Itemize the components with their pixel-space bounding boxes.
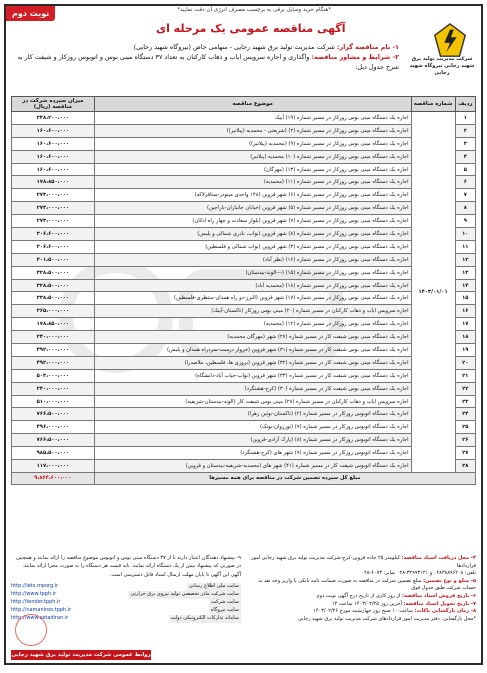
table-row — [12, 382, 476, 395]
deposit-amount: ۱۶۰،۶۰۰،۰۰۰ — [12, 163, 95, 176]
row-number: ۲۲ — [455, 382, 475, 395]
header-row-number: ردیف — [455, 97, 475, 112]
deposit-amount: ۵۱۰،۰۰۰،۰۰۰ — [12, 395, 95, 408]
tender-subject: اجاره یک دستگاه مینی بوس روزکار در مسیر شماره (۱۹) آبیک — [94, 112, 411, 125]
website-label: سایت شرکت مادر تخصصی تولید نیروی برق حرارتی — [130, 590, 239, 597]
tender-subject: اجاره یک دستگاه مینی بوس شیفت کار در مسیر شماره (۳۱) شهر قزوین (خروار درست-سردراه همدان و پلیس) — [94, 344, 411, 357]
condition-line — [250, 593, 476, 601]
condition-label: ۷- تاریخ تحویل اسناد مناقصه: — [403, 600, 476, 607]
website-label: سایت شرکت — [211, 598, 239, 605]
condition-text: *محل بازگشایی: دفتر مدیریت امور قراردادهای شرکت مدیریت تولید برق شهید رجایی — [297, 615, 476, 622]
website-link[interactable]: http://iets.mporg.ir — [11, 582, 59, 589]
condition-line — [250, 616, 476, 624]
tender-subject: اجاره یک دستگاه مینی بوس شیفت کار در مسیر شماره (۲۷) شهر (مهرگان محمدیه) — [94, 331, 411, 344]
row-number: ۷ — [455, 189, 475, 202]
tender-subject: اجاره یک دستگاه مینی بوس روزکار در مسیر شماره (۱۲) (محمدیه) — [94, 318, 411, 331]
intro-text-2: واگذاری و اجاره سرویس ایاب و ذهاب کارکنان به تعداد ۳۷ دستگاه مینی بوس و اتوبوس روزکار و شیفت کار به شرح جدول ذیل: — [17, 53, 399, 71]
deposit-amount: ۴۰۱،۵۰۰،۰۰۰ — [12, 253, 95, 266]
deposit-amount: ۳۰۶،۶۰۰،۰۰۰ — [12, 228, 95, 241]
energy-label-note: *هنگام خرید وسایل برقی به برچسب مصرف انرژی آن دقت نمایید* — [177, 7, 331, 13]
deposit-amount: ۱۶۰،۶۰۰،۰۰۰ — [12, 150, 95, 163]
company-logo-icon — [431, 21, 469, 61]
row-number: ۱۵ — [455, 292, 475, 305]
deposit-amount: ۷۶۶،۵۰۰،۰۰۰ — [12, 408, 95, 421]
note-availability: آگهی این آگهی تا پایان مهلت ارسال اسناد قابل دسترسی است. — [109, 572, 241, 579]
deposit-amount: ۳۶۵،۰۰۰،۰۰۰ — [12, 305, 95, 318]
tender-subject: اجاره یک دستگاه مینی بوس روزکار در مسیر شماره (۱۸) (محمدیه آباد) — [94, 279, 411, 292]
tender-subject: اجاره یک دستگاه مینی بوس روزکار در مسیر شماره (۷) شهر قزوین (بلوار سعادت و چهار راه ادکان) — [94, 215, 411, 228]
table-row — [12, 356, 476, 369]
deposit-amount: ۳۳۸،۵۰۰،۰۰۰ — [12, 292, 95, 305]
row-number: ۱۱ — [455, 240, 475, 253]
row-number: ۶ — [455, 176, 475, 189]
table-row — [12, 253, 476, 266]
stamp-icon — [15, 614, 47, 646]
table-row — [12, 408, 476, 421]
intro-text-1: شرکت مدیریت تولید برق شهید رجایی - سهامی خاص (نیروگاه شهید رجایی) — [133, 43, 335, 51]
tender-subject: اجاره یک دستگاه مینی بوس روزکار در مسیر شماره (۳) شهر قزوین (نواب شمالی و فلسطین) — [94, 240, 411, 253]
tender-table — [11, 96, 476, 485]
website-label: سایت ملی اطلاع رسانی — [188, 582, 239, 589]
table-row — [12, 369, 476, 382]
condition-text: تلفن: ۰۲۸۳۸۸۹۶۲۰۸ و ۳۲۹۹۳۱۲۱-۰۲۸ نمابر: ۶۰۷۳-۰۲۸ — [361, 570, 476, 577]
deposit-amount: ۲۷۳،۰۰۰،۰۰۰ — [12, 189, 95, 202]
condition-label: ۵- مبلغ و نوع تضمین: — [423, 577, 476, 584]
row-number: ۲ — [455, 124, 475, 137]
deposit-amount: ۹۸۵،۵۰۰،۰۰۰ — [12, 447, 95, 460]
table-row — [12, 447, 476, 460]
deposit-amount: ۳۲۸،۵۰۰،۰۰۰ — [12, 266, 95, 279]
deposit-amount: ۱۶۰،۶۰۰،۰۰۰ — [12, 124, 95, 137]
tender-subject: اجاره یک دستگاه مینی بوس روزکار در مسیر شماره (۸) شهر قزوین (نواب، نادری شمالی و پلیس) — [94, 228, 411, 241]
header-deposit: میزان سپرده شرکت در مناقصه (ریال) — [12, 97, 95, 112]
row-number: ۴ — [455, 150, 475, 163]
table-row — [12, 150, 476, 163]
intro-label-2: ۲- شرایط و مشاور مناقصه: — [311, 53, 399, 61]
row-number: ۳ — [455, 137, 475, 150]
table-row — [12, 240, 476, 253]
row-number: ۱۷ — [455, 318, 475, 331]
tender-subject: اجاره یک دستگاه مینی بوس روزکار در مسیر شماره (۲) (شریعتی - محمدیه (پیلاتیر)) — [94, 124, 411, 137]
header-tender-number: شماره مناقصه — [411, 97, 455, 112]
tender-subject: اجاره سرویس ایاب و ذهاب کارکنان در مسیر شماره (۲۸) مینی بوس شیفت کار (الوند-بیدستان-شریفیه) — [94, 395, 411, 408]
table-row — [12, 318, 476, 331]
row-number: ۱۶ — [455, 305, 475, 318]
total-value: ۹،۸۶۴،۶۰۰،۰۰۰ — [12, 472, 95, 484]
condition-line — [250, 555, 476, 570]
note-9: ۹- پیشنهاد دهندگان اعتبار دارند تا از ۳۷ دستگاه مینی بوس و اتوبوس موضوع مناقصه را ارائه نمایند و همچنین در صورتی که پیشنهاد بیش از یک دستگاه ارائه نمایند، باید قیمت هر دستگاه را به صورت مجزا ارائه نمایند. — [16, 555, 241, 569]
tender-subject: اجاره یک دستگاه مینی بوس روزکار در مسیر شماره (۱۱) (محمدیه) — [94, 176, 411, 189]
tender-subject: اجاره سرویس ایاب و ذهاب کارکنان در مسیر شماره (۲۰) مینی بوس روزکار (تاکستان-آبیک) — [94, 305, 411, 318]
table-row — [12, 189, 476, 202]
condition-label: ۶- تاریخ فروش اسناد مناقصه: — [402, 592, 476, 599]
table-row — [12, 176, 476, 189]
row-number: ۵ — [455, 163, 475, 176]
row-number: ۱ — [455, 112, 475, 125]
deposit-amount: ۴۹۶،۰۰۰،۰۰۰ — [12, 421, 95, 434]
deposit-amount: ۲۷۳،۰۰۰،۰۰۰ — [12, 202, 95, 215]
tender-notice-page — [4, 4, 483, 665]
deposit-amount: ۲۴۰،۰۰۰،۰۰۰ — [12, 382, 95, 395]
deposit-amount: ۱۶۰،۶۰۰،۰۰۰ — [12, 137, 95, 150]
conditions-list — [250, 555, 476, 623]
intro-label-1: ۱- نام مناقصه گزار: — [336, 43, 399, 51]
tender-subject: اجاره یک دستگاه مینی بوس روزکار در مسیر شماره (۶) شهر قزوین (۱۴۸ واحدی مینودر-ستاقرلاکه) — [94, 189, 411, 202]
row-number: ۱۹ — [455, 344, 475, 357]
total-row — [12, 472, 476, 484]
table-row — [12, 331, 476, 344]
row-number: ۲۷ — [455, 447, 475, 460]
intro-section — [16, 42, 399, 72]
deposit-amount: ۳۰۶،۶۰۰،۰۰۰ — [12, 240, 95, 253]
website-link[interactable]: http://www.tpph.ir — [11, 590, 57, 597]
condition-text: کیلومتر ۲۵ جاده قزوین-کرج-شرکت مدیریت تولید برق شهید رجایی امور قراردادها — [251, 555, 476, 569]
row-number: ۲۸ — [455, 460, 475, 473]
page-title: آگهی مناقصه عمومی یک مرحله ای — [156, 22, 346, 35]
table-row — [12, 292, 476, 305]
table-row — [12, 266, 476, 279]
tender-subject: اجاره یک دستگاه مینی بوس روزکار در مسیر شماره (۱۶) (نظر آباد) — [94, 253, 411, 266]
row-number: ۲۳ — [455, 395, 475, 408]
websites-list — [11, 583, 241, 623]
deposit-amount: ۲۷۳،۰۰۰،۰۰۰ — [12, 215, 95, 228]
tender-subject: اجاره یک دستگاه مینی بوس روزکار در مسیر شماره (۱۷) شهر قزوین (البرز-دو راه همدان-منتظری-فلسطین) — [94, 292, 411, 305]
condition-line — [250, 578, 476, 593]
tender-subject: اجاره یک دستگاه اتوبوس روزکار در مسیر شماره (۲) (تاکستان-بوئین زهرا) — [94, 408, 411, 421]
deposit-amount: ۵۰۳،۰۰۰،۰۰۰ — [12, 369, 95, 382]
table-row — [12, 215, 476, 228]
deposit-amount: ۴۹۲،۰۰۰،۰۰۰ — [12, 344, 95, 357]
table-row — [12, 434, 476, 447]
tender-subject: اجاره یک دستگاه مینی بوس روزکار در مسیر شماره (۱۳) (مهرگان) — [94, 163, 411, 176]
condition-line — [250, 570, 476, 578]
tender-subject: اجاره یک دستگاه اتوبوس شیفت کار در مسیر شماره (۴۱) شهر های (محمدیه-شریفیه-بیدستان و قزوین) — [94, 460, 411, 473]
website-link[interactable]: http://www.setadiran.ir — [11, 614, 69, 621]
table-row — [12, 460, 476, 473]
condition-line — [250, 608, 476, 616]
row-number: ۱۳ — [455, 266, 475, 279]
deposit-amount: ۳۲۸،۵۰۰،۰۰۰ — [12, 279, 95, 292]
website-link[interactable]: http://tender.tpph.ir — [11, 598, 61, 605]
tender-subject: اجاره یک دستگاه مینی بوس روزکار در مسیر شماره (۹) (محمدیه (پیلاتیر)) — [94, 137, 411, 150]
condition-label: ۴- محل دریافت اسناد مناقصه: — [401, 555, 476, 561]
website-item — [11, 599, 241, 607]
notice-round-badge: نوبت دوم — [6, 6, 55, 21]
deposit-amount: ۷۶۶،۵۰۰،۰۰۰ — [12, 434, 95, 447]
website-item — [11, 615, 241, 623]
website-label: سایت نیروگاه — [210, 606, 239, 613]
total-label: مبلغ کل سپرده تضمین شرکت در مناقصه برای همه مسیرها — [94, 472, 475, 484]
table-row — [12, 421, 476, 434]
condition-text: مبلغ تضمین شرکت در مناقصه به صورت ضمانت نامه بانکی یا واریز وجه نقد به حساب شرکت طبق جدول فوق — [258, 577, 476, 592]
row-number: ۱۸ — [455, 331, 475, 344]
website-item — [11, 583, 241, 591]
website-label: سامانه تدارکات الکترونیکی دولت — [170, 614, 239, 621]
website-item — [11, 591, 241, 599]
deposit-amount: ۱۷۸،۸۵۰،۰۰۰ — [12, 318, 95, 331]
condition-text: ساعت ۱۰ صبح روز چهارشنبه مورخ ۱۴۰۳/۰۲/۲۶ — [313, 608, 413, 615]
tender-subject: اجاره یک دستگاه مینی بوس روزکار در مسیر شماره (۱۰) محمدیه (پیلاتیر) — [94, 150, 411, 163]
table-row — [12, 279, 476, 292]
row-number: ۲۴ — [455, 408, 475, 421]
table-row — [12, 202, 476, 215]
table-row — [12, 305, 476, 318]
tender-number-cell: ۱۴۰۳/۰۱/۰۱ — [411, 112, 455, 473]
deposit-amount: ۲۴۰،۰۰۰،۰۰۰ — [12, 331, 95, 344]
tender-subject: اجاره یک دستگاه مینی بوس روزکار در مسیر شماره (۱۵) (---الوند-بیدستان) — [94, 266, 411, 279]
header-subject: موضوع مناقصه — [94, 97, 411, 112]
tender-subject: اجاره یک دستگاه اتوبوس روزکار در مسیر شماره (۷) (نورزوان-بوتک) — [94, 421, 411, 434]
deposit-amount: ۱۷۸،۸۵۰،۰۰۰ — [12, 176, 95, 189]
row-number: ۲۵ — [455, 421, 475, 434]
row-number: ۱۴ — [455, 279, 475, 292]
tender-subject: اجاره یک دستگاه اتوبوس روزکار در مسیر شماره (۸) (پارک آزادی-قزوین) — [94, 434, 411, 447]
row-number: ۹ — [455, 215, 475, 228]
tender-table-body — [12, 112, 476, 485]
company-name: شرکت مدیریت تولید برق شهید رجایی نیروگاه شهید رجایی — [409, 56, 475, 76]
tender-subject: اجاره یک دستگاه مینی بوس شیفت کار در مسیر شماره (۳۲) شهر قزوین (بروزی ها، فلسطین، ملاصدرا) — [94, 356, 411, 369]
tender-subject: اجاره یک دستگاه مینی بوس شیفت کار در مسیر شماره (۳۳) شهر قزوین (نواب-جیاب آباد-دانشگاه) — [94, 369, 411, 382]
bottom-section — [11, 555, 476, 660]
row-number: ۲۶ — [455, 434, 475, 447]
condition-label: ۸- زمان بازگشایی پاکات: — [414, 608, 476, 615]
deposit-amount: ۴۹۲،۰۰۰،۰۰۰ — [12, 356, 95, 369]
row-number: ۱۲ — [455, 253, 475, 266]
website-item — [11, 607, 241, 615]
deposit-amount: ۲۴۸،۲۰۰،۰۰۰ — [12, 112, 95, 125]
row-number: ۲۱ — [455, 369, 475, 382]
table-row — [12, 124, 476, 137]
row-number: ۱۰ — [455, 228, 475, 241]
tender-subject: اجاره یک دستگاه اتوبوس روزکار در مسیر شماره (۷) شهر های (کرج-هشتگرد) — [94, 447, 411, 460]
table-row — [12, 395, 476, 408]
table-row — [12, 112, 476, 125]
tender-subject: اجاره یک دستگاه مینی بوس شیفت کار در مسیر شماره (۳۰) (کرج-هشتگرد) — [94, 382, 411, 395]
deposit-amount: ۱۱۷،۰۰۰،۰۰۰ — [12, 460, 95, 473]
additional-info — [11, 555, 241, 623]
table-row — [12, 163, 476, 176]
condition-text: آخرین روز ۱۴۰۳/۰۲/۲۵ ساعت ۱۴ — [331, 600, 402, 607]
public-relations-footer: روابط عمومی شرکت مدیریت تولید برق شهید رجایی — [11, 652, 151, 658]
tender-subject: اجاره یک دستگاه مینی بوس روزکار در مسیر شماره (۵) شهر قزوین (خیابان جانبازان-باراجین) — [94, 202, 411, 215]
table-row — [12, 344, 476, 357]
condition-text: از روز کاری از تاریخ درج آگهی نوبت دوم — [316, 592, 401, 599]
table-row — [12, 137, 476, 150]
row-number: ۲۰ — [455, 356, 475, 369]
website-link[interactable]: http://namaniroo.tpph.ir — [11, 606, 72, 613]
table-row — [12, 228, 476, 241]
row-number: ۸ — [455, 202, 475, 215]
